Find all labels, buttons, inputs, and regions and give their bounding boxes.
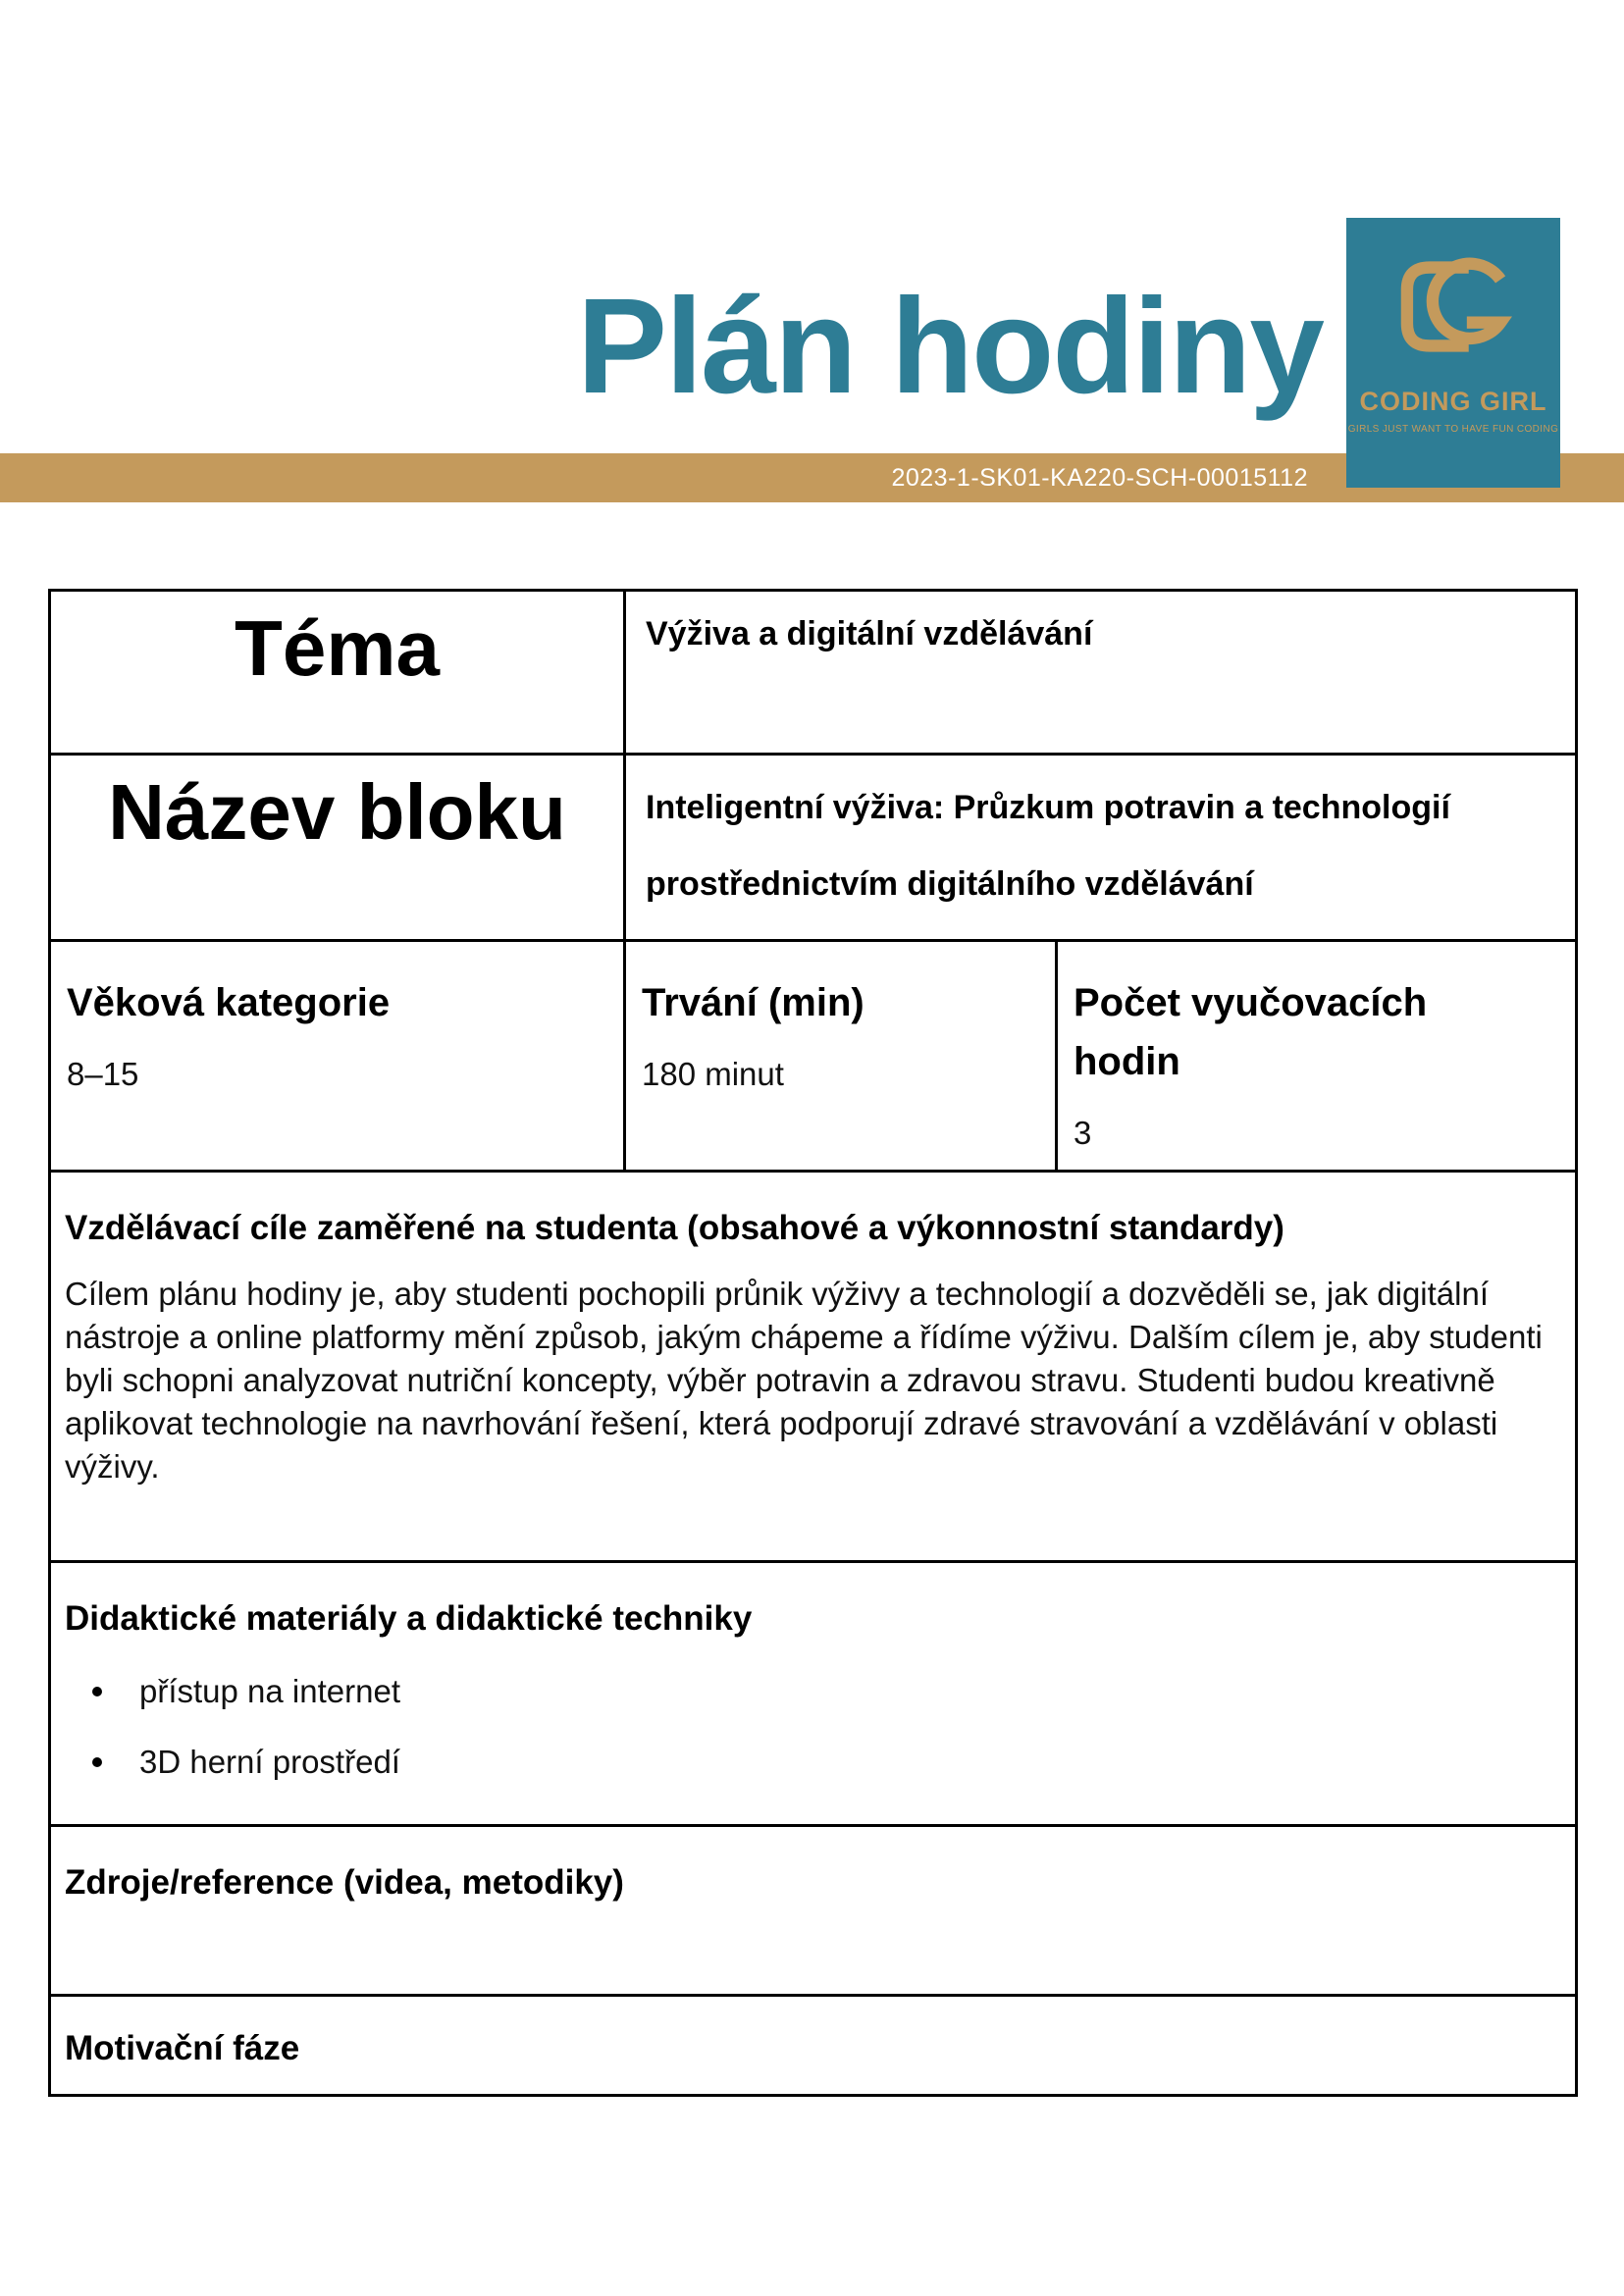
table-row-cile bbox=[50, 1172, 1577, 1562]
vekova-kategorie-label: Věková kategorie bbox=[67, 981, 391, 1024]
zdroje-heading: Zdroje/reference (videa, metodiky) bbox=[65, 1862, 624, 1902]
table-row-zdroje bbox=[50, 1825, 1577, 1995]
materialy-list bbox=[65, 1673, 1553, 1781]
table-row-motivacni bbox=[50, 1995, 1577, 2095]
pocet-hodin-cell bbox=[1057, 941, 1577, 1172]
coding-girl-logo bbox=[1346, 218, 1560, 488]
trvani-value: 180 minut bbox=[642, 1056, 784, 1092]
cile-heading: Vzdělávací cíle zaměřené na studenta (obsahové a výkonnostní standardy) bbox=[65, 1209, 1284, 1247]
tema-label: Téma bbox=[50, 591, 625, 755]
trvani-label: Trvání (min) bbox=[642, 981, 864, 1024]
pocet-hodin-label: Počet vyučovacích hodin bbox=[1074, 981, 1428, 1083]
cile-body: Cílem plánu hodiny je, aby studenti pochopili průnik výživy a technologií a dozvěděli se, jak digitální nástroje a online platformy mění způsob, jakým chápeme a řídíme výživu. Dalším cílem je, aby studenti byli schopni analyzovat nutriční koncepty, výběr potravin a zdravou stravu. Studenti budou kreativně aplikovat technologie na navrhování řešení, která podporují zdravé stravování a vzdělávání v oblasti výživy. bbox=[65, 1275, 1543, 1485]
list-item bbox=[65, 1744, 1553, 1781]
vekova-kategorie-value: 8–15 bbox=[67, 1056, 139, 1092]
table-row-tema bbox=[50, 591, 1577, 755]
lesson-plan-table bbox=[48, 589, 1578, 2097]
logo-tagline: GIRLS JUST WANT TO HAVE FUN CODING bbox=[1347, 424, 1559, 435]
motivacni-heading: Motivační fáze bbox=[65, 2028, 300, 2067]
trvani-cell bbox=[625, 941, 1057, 1172]
nazev-bloku-value: Inteligentní výživa: Průzkum potravin a technologií prostřednictvím digitálního vzdělávání bbox=[646, 789, 1450, 904]
pocet-hodin-value: 3 bbox=[1074, 1115, 1092, 1151]
vekova-kategorie-cell bbox=[50, 941, 625, 1172]
tema-value: Výživa a digitální vzdělávání bbox=[646, 615, 1093, 652]
list-item-text: přístup na internet bbox=[139, 1672, 400, 1709]
bullet-icon bbox=[92, 1687, 102, 1696]
table-row-materialy bbox=[50, 1562, 1577, 1826]
list-item bbox=[65, 1673, 1553, 1710]
coding-girl-monogram-icon bbox=[1388, 239, 1520, 375]
project-code: 2023-1-SK01-KA220-SCH-00015112 bbox=[891, 464, 1308, 492]
logo-wordmark: CODING GIRL bbox=[1359, 387, 1547, 416]
table-row-parametry bbox=[50, 941, 1577, 1172]
list-item-text: 3D herní prostředí bbox=[139, 1743, 400, 1780]
nazev-bloku-label: Název bloku bbox=[50, 755, 625, 941]
materialy-heading: Didaktické materiály a didaktické techniky bbox=[65, 1599, 753, 1638]
page-title: Plán hodiny bbox=[576, 271, 1323, 422]
bullet-icon bbox=[92, 1757, 102, 1767]
table-row-nazev-bloku bbox=[50, 755, 1577, 941]
